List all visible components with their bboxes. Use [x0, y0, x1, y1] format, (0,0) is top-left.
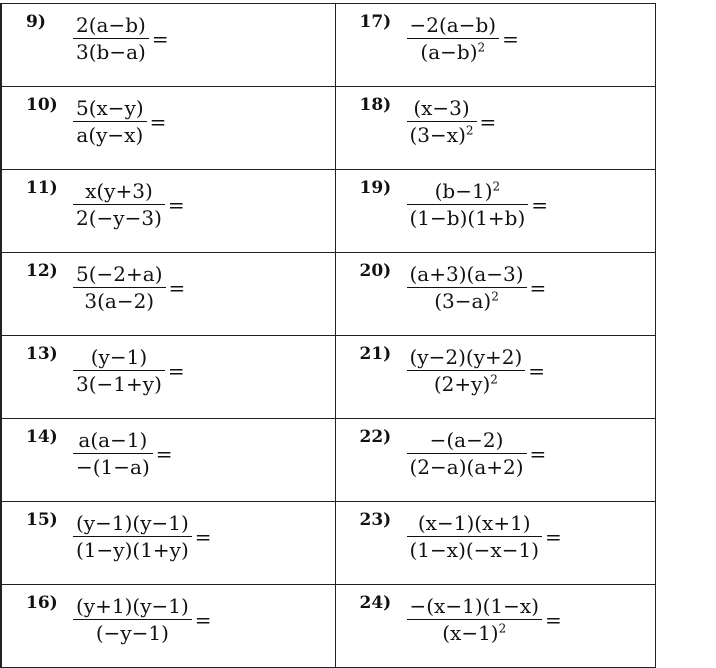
- numerator-text: −(x−1)(1−x): [409, 594, 539, 618]
- denominator: [93, 620, 172, 646]
- equals-sign: =: [528, 358, 546, 383]
- denominator-text: 3(a−2): [84, 289, 155, 313]
- fraction: [73, 178, 165, 231]
- exercise-cell: [1, 4, 335, 87]
- exercise-cell: [335, 87, 655, 170]
- numerator: [75, 427, 150, 453]
- denominator: [73, 454, 153, 480]
- fraction-expression: [407, 12, 519, 65]
- fraction: [73, 12, 149, 65]
- exercise-number: 15): [26, 510, 58, 530]
- exercise-cell: [1, 170, 335, 253]
- denominator-text: (1−y)(1+y): [76, 538, 189, 562]
- numerator-text: 5(x−y): [76, 96, 144, 120]
- exercise-item: [336, 170, 655, 246]
- numerator-text: (y−1)(y−1): [76, 511, 189, 535]
- equals-sign: =: [545, 607, 562, 632]
- fraction-expression: [73, 95, 166, 148]
- exercise-cell: [335, 502, 655, 585]
- equals-sign: =: [167, 358, 185, 383]
- denominator-text: (1−b)(1+b): [409, 206, 526, 230]
- exercise-cell: [1, 336, 335, 419]
- exercise-cell: [335, 4, 655, 87]
- denominator: [407, 205, 529, 231]
- exercise-item: [2, 585, 335, 661]
- numerator-text: (b−1): [434, 179, 493, 203]
- denominator: [407, 537, 543, 563]
- exercise-cell: [1, 253, 335, 336]
- numerator-text: a(a−1): [78, 428, 148, 452]
- numerator: [407, 12, 500, 38]
- fraction-expression: [407, 95, 497, 148]
- numerator-text: (y+1)(y−1): [76, 594, 189, 618]
- equals-sign: =: [149, 109, 167, 134]
- denominator-exponent: 2: [477, 40, 486, 55]
- exercise-number: 12): [26, 261, 58, 281]
- equals-sign: =: [194, 524, 212, 549]
- exercise-item: [2, 4, 335, 80]
- exercise-number: 14): [26, 427, 58, 447]
- exercise-row: [1, 87, 655, 170]
- equals-sign: =: [151, 26, 169, 51]
- fraction-expression: [73, 593, 212, 646]
- fraction-expression: [73, 12, 169, 65]
- denominator-exponent: 2: [465, 123, 474, 138]
- fraction-expression: [407, 178, 549, 231]
- fraction-expression: [73, 510, 212, 563]
- numerator: [73, 593, 192, 619]
- exercise-row: [1, 585, 655, 668]
- exercise-cell: [1, 87, 335, 170]
- exercise-item: [2, 253, 335, 329]
- equals-sign: =: [167, 192, 185, 217]
- exercise-number: 10): [26, 95, 58, 115]
- denominator-text: −(1−a): [76, 455, 150, 479]
- numerator-text: (y−2)(y+2): [409, 345, 523, 369]
- exercise-cell: [1, 419, 335, 502]
- denominator-text: (−y−1): [95, 621, 169, 645]
- denominator: [431, 371, 501, 397]
- exercise-number: 17): [359, 12, 392, 32]
- exercise-number: 20): [359, 261, 392, 281]
- exercise-cell: [335, 170, 655, 253]
- denominator-exponent: 2: [498, 621, 507, 636]
- exercise-cell: [335, 253, 655, 336]
- equals-sign: =: [545, 524, 562, 549]
- fraction: [407, 427, 527, 480]
- numerator-text: x(y+3): [85, 179, 153, 203]
- exercise-item: [336, 87, 655, 163]
- denominator: [431, 288, 502, 314]
- exercise-number: 24): [359, 593, 392, 613]
- denominator: [439, 620, 509, 646]
- numerator: [73, 12, 149, 38]
- numerator: [407, 344, 526, 370]
- equals-sign: =: [531, 192, 549, 217]
- exercise-number: 16): [26, 593, 58, 613]
- exercise-row: [1, 502, 655, 585]
- exercise-cell: [335, 419, 655, 502]
- denominator: [417, 39, 488, 65]
- denominator-text: (2−a)(a+2): [409, 455, 524, 479]
- exercise-cell: [1, 502, 335, 585]
- fraction: [73, 344, 165, 397]
- fraction: [407, 95, 477, 148]
- numerator: [407, 261, 527, 287]
- fraction: [73, 261, 166, 314]
- fraction: [73, 427, 153, 480]
- fraction: [73, 593, 192, 646]
- fraction: [73, 95, 147, 148]
- denominator-text: a(y−x): [76, 123, 144, 147]
- exercise-number: 18): [359, 95, 392, 115]
- equals-sign: =: [155, 441, 173, 466]
- denominator: [73, 122, 146, 148]
- denominator-text: 3(b−a): [76, 40, 146, 64]
- denominator: [73, 205, 165, 231]
- equals-sign: =: [529, 275, 547, 300]
- numerator-text: (a+3)(a−3): [409, 262, 524, 286]
- exercise-item: [2, 419, 335, 495]
- fraction: [407, 593, 543, 646]
- equals-sign: =: [529, 441, 547, 466]
- fraction-expression: [73, 178, 185, 231]
- exercise-item: [336, 585, 655, 661]
- denominator-exponent: 2: [490, 372, 498, 387]
- exercise-row: [1, 336, 655, 419]
- exercise-number: 22): [359, 427, 392, 447]
- denominator-text: (1−x)(−x−1): [409, 538, 539, 562]
- exercise-number: 11): [26, 178, 58, 198]
- fraction: [407, 12, 500, 65]
- exercise-number: 21): [359, 344, 392, 364]
- exercise-item: [2, 87, 335, 163]
- denominator: [73, 39, 149, 65]
- numerator: [427, 427, 507, 453]
- numerator: [73, 510, 192, 536]
- exercise-item: [2, 336, 335, 412]
- denominator-text: (x−1): [442, 621, 499, 645]
- numerator: [407, 593, 543, 619]
- exercise-item: [2, 502, 335, 578]
- fraction: [407, 344, 526, 397]
- fraction: [73, 510, 192, 563]
- numerator: [73, 261, 166, 287]
- denominator-text: (3−a): [434, 289, 492, 313]
- numerator: [88, 344, 150, 370]
- exercise-row: [1, 419, 655, 502]
- exercise-number: 13): [26, 344, 58, 364]
- denominator-text: (2+y): [433, 372, 491, 396]
- denominator: [81, 288, 157, 314]
- fraction: [407, 510, 543, 563]
- numerator-text: (x−1)(x+1): [417, 511, 531, 535]
- fraction-expression: [407, 510, 562, 563]
- numerator: [432, 178, 504, 204]
- denominator: [407, 122, 477, 148]
- exercise-item: [2, 170, 335, 246]
- exercise-cell: [1, 585, 335, 668]
- exercise-row: [1, 253, 655, 336]
- denominator: [73, 371, 165, 397]
- numerator: [410, 95, 472, 121]
- fraction: [407, 178, 529, 231]
- denominator: [407, 454, 527, 480]
- exercise-number: 19): [359, 178, 392, 198]
- denominator-text: (a−b): [420, 40, 478, 64]
- exercise-item: [336, 4, 655, 80]
- exercise-row: [1, 4, 655, 87]
- fraction-expression: [73, 344, 185, 397]
- equals-sign: =: [168, 275, 186, 300]
- denominator: [73, 537, 192, 563]
- numerator-exponent: 2: [492, 179, 501, 194]
- equals-sign: =: [502, 26, 519, 51]
- fraction-expression: [407, 427, 547, 480]
- exercise-cell: [335, 336, 655, 419]
- exercise-number: 9): [26, 12, 46, 32]
- numerator-text: (x−3): [413, 96, 470, 120]
- numerator-text: 2(a−b): [76, 13, 146, 37]
- exercise-number: 23): [359, 510, 392, 530]
- fraction-expression: [73, 427, 173, 480]
- exercise-item: [336, 502, 655, 578]
- exercise-row: [1, 170, 655, 253]
- fraction-expression: [407, 344, 546, 397]
- exercise-cell: [335, 585, 655, 668]
- exercise-item: [336, 419, 655, 495]
- numerator-text: −(a−2): [429, 428, 504, 452]
- fraction: [407, 261, 527, 314]
- fraction-expression: [407, 261, 547, 314]
- exercise-table-body: [1, 4, 655, 668]
- numerator: [73, 95, 147, 121]
- fraction-expression: [73, 261, 185, 314]
- fraction-expression: [407, 593, 562, 646]
- equals-sign: =: [479, 109, 497, 134]
- numerator: [415, 510, 534, 536]
- equals-sign: =: [194, 607, 212, 632]
- numerator: [82, 178, 156, 204]
- exercise-item: [336, 253, 655, 329]
- denominator-text: (3−x): [409, 123, 466, 147]
- denominator-text: 3(−1+y): [76, 372, 162, 396]
- numerator-text: (y−1): [90, 345, 148, 369]
- numerator-text: 5(−2+a): [76, 262, 163, 286]
- exercise-item: [336, 336, 655, 412]
- denominator-text: 2(−y−3): [76, 206, 162, 230]
- denominator-exponent: 2: [491, 289, 499, 304]
- numerator-text: −2(a−b): [409, 13, 497, 37]
- exercise-table: [0, 3, 656, 668]
